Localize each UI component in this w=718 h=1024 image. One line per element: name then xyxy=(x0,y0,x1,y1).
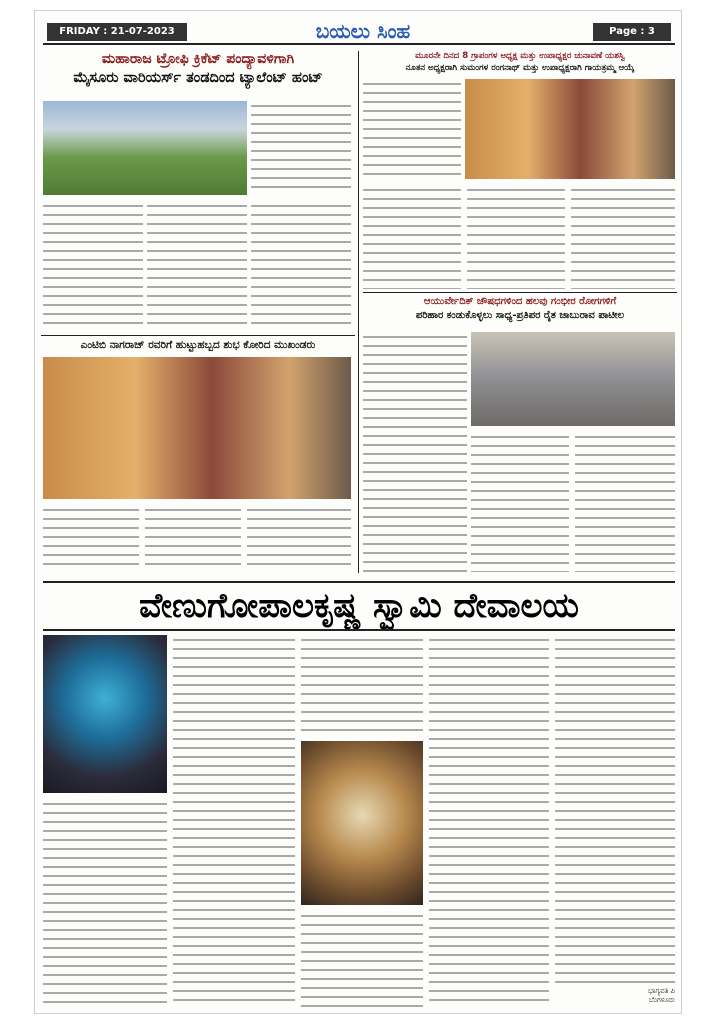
temple-body-col-2 xyxy=(173,635,295,1007)
election-body-col-4 xyxy=(571,185,675,289)
election-body-col-3 xyxy=(467,185,565,289)
page-number: Page : 3 xyxy=(593,23,671,41)
byline-author: ಭಾಗ್ಯವತಿ ಪಿ xyxy=(648,987,675,995)
ayurveda-body-col-3 xyxy=(575,432,675,572)
temple-byline xyxy=(555,987,675,1009)
election-separator xyxy=(363,292,677,293)
cricket-body-col-2 xyxy=(43,201,143,325)
temple-body-col-4 xyxy=(301,911,423,1007)
masthead xyxy=(43,17,675,45)
election-headline-2: ನೂತನ ಅಧ್ಯಕ್ಷರಾಗಿ ಸುಮಂಗಳ ರಂಗನಾಥ್ ಮತ್ತು ಉಪಾಧ್ಯಕ್ಷರಾಗಿ ಗಾಯತ್ರಮ್ಮ ಆಯ್ಕೆ xyxy=(405,63,635,74)
newspaper-page xyxy=(34,10,682,1014)
temple-headline: ವೇಣುಗೋಪಾಲಕೃಷ್ಣ ಸ್ವಾಮಿ ದೇವಾಲಯ xyxy=(43,581,675,631)
column-divider xyxy=(358,51,359,573)
temple-deity-photo xyxy=(43,635,167,793)
birthday-body-col-3 xyxy=(247,505,351,571)
temple-body-col-6 xyxy=(555,635,675,985)
newspaper-title: ಬಯಲು ಸಿಂಹ xyxy=(315,19,411,43)
cricket-body-col-4 xyxy=(251,201,351,325)
cricket-headline-1: ಮಹಾರಾಜ ಟ್ರೋಫಿ ಕ್ರಿಕೆಟ್ ಪಂದ್ಯಾವಳಿಗಾಗಿ xyxy=(101,51,295,67)
election-body-col-2 xyxy=(363,185,461,289)
election-group-photo xyxy=(465,79,675,179)
issue-date: FRIDAY : 21-07-2023 xyxy=(47,23,187,41)
ayurveda-event-photo xyxy=(471,332,675,426)
article-temple xyxy=(43,635,675,1011)
article-birthday xyxy=(41,335,355,573)
election-body-col-1 xyxy=(363,79,461,179)
cricket-body-col-1 xyxy=(251,101,351,195)
article-ayurveda xyxy=(363,296,677,574)
cricket-team-photo xyxy=(43,101,247,195)
ayurveda-body-col-1 xyxy=(363,332,467,572)
ayurveda-headline-1: ಆಯುರ್ವೇದಿಕ್ ಜೌಷಧಗಳಿಂದ ಹಲವು ಗಂಭೀರ ರೋಗಗಳಿಗೆ xyxy=(423,296,617,307)
election-headline-1: ಮೂರನೇ ದಿನದ 8 ಗ್ರಾಪಂಗಳ ಅಧ್ಯಕ್ಷ ಮತ್ತು ಉಪಾಧ್ಯಕ್ಷರ ಚುನಾವಣೆ ಯಶಸ್ವಿ xyxy=(415,51,625,61)
cricket-headline-2: ಮೈಸೂರು ವಾರಿಯರ್ಸ್ ತಂಡದಿಂದ ಟ್ಯಾಲೆಂಟ್ ಹಂಟ್ xyxy=(73,69,323,86)
birthday-body-col-2 xyxy=(145,505,241,571)
ayurveda-body-col-2 xyxy=(471,432,569,572)
ayurveda-headline-2: ಪರಿಹಾರ ಕಂಡುಕೊಳ್ಳಲು ಸಾಧ್ಯ-ಪ್ರತಿಪರ ರೈತ ಜಾಬುರಾವ ಪಾಟೀಲ xyxy=(415,310,625,321)
birthday-group-photo xyxy=(43,357,351,499)
cricket-body-col-3 xyxy=(147,201,247,325)
temple-body-col-3 xyxy=(301,635,423,735)
article-election xyxy=(363,51,677,291)
temple-body-col-5 xyxy=(429,635,549,1007)
birthday-headline: ಎಂಟಿಬಿ ನಾಗರಾಜ್ ರವರಿಗೆ ಹುಟ್ಟುಹಬ್ಬದ ಶುಭ ಕೋರಿದ ಮುಖಂಡರು xyxy=(41,335,355,352)
temple-body-col-1 xyxy=(43,799,167,1007)
temple-idol-photo xyxy=(301,741,423,905)
birthday-body-col-1 xyxy=(43,505,139,571)
article-cricket xyxy=(41,51,355,331)
byline-place: ಬೆಂಗಳೂರು xyxy=(648,996,675,1004)
